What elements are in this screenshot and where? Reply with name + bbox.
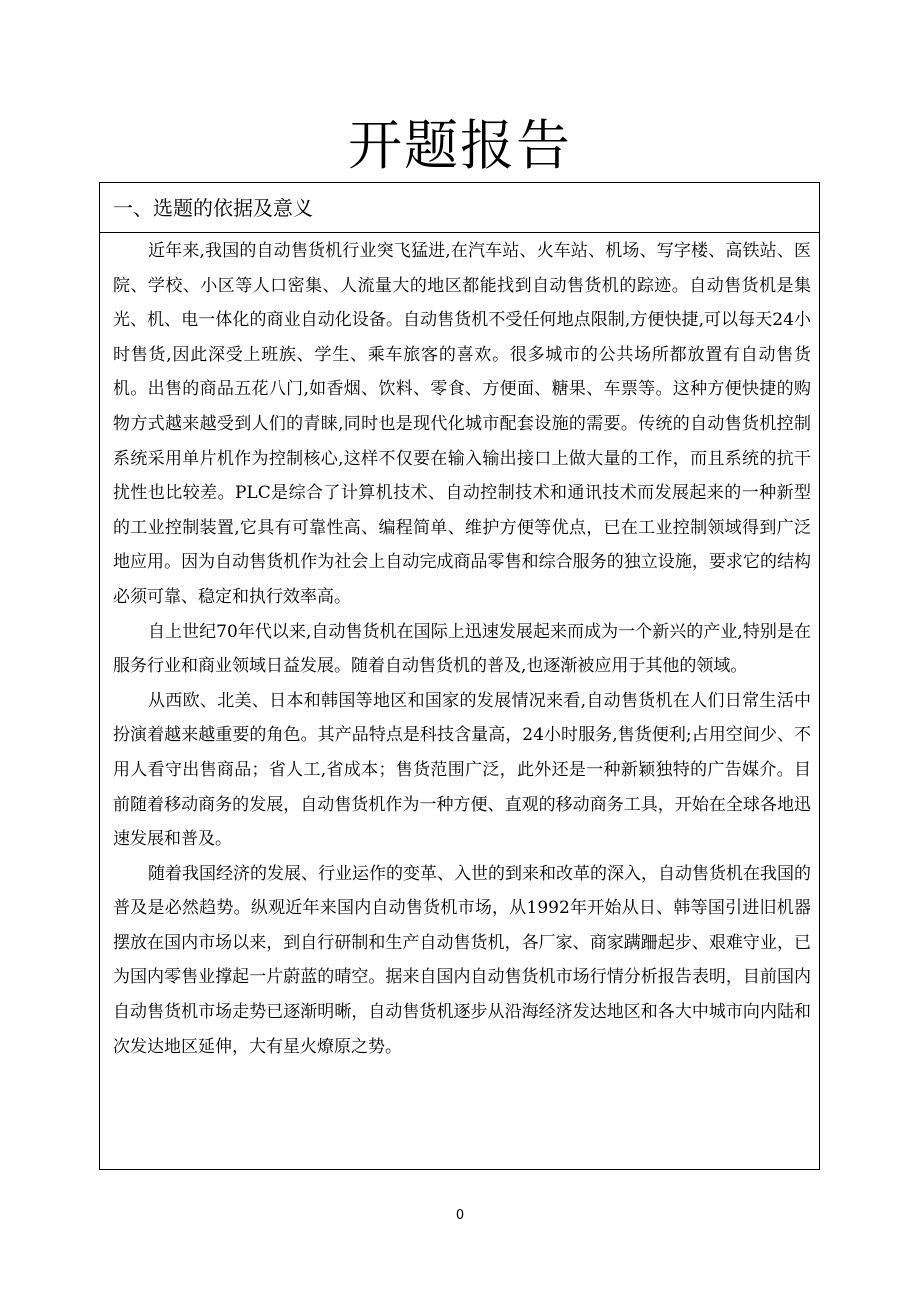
paragraph-3: 从西欧、北美、日本和韩国等地区和国家的发展情况来看,自动售货机在人们日常生活中扮演着越来越重要的角色。其产品特点是科技含量高，24小时服务,售货便利;占用空间少、不用人看守出售商品；省人工,省成本；售货范围广泛，此外还是一种新颖独特的广告媒介。目前随着移动商务的发展，自动售货机作为一种方便、直观的移动商务工具，开始在全球各地迅速发展和普及。 — [113, 690, 811, 850]
paragraph-2: 自上世纪70年代以来,自动售货机在国际上迅速发展起来而成为一个新兴的产业,特别是在服务行业和商业领域日益发展。随着自动售货机的普及,也逐渐被应用于其他的领域。 — [113, 621, 811, 677]
section-body — [100, 234, 819, 1064]
section-heading: 一、选题的依据及意义 — [100, 183, 819, 233]
document-title: 开题报告 — [348, 114, 572, 177]
report-table — [99, 182, 820, 1170]
paragraph-1: 近年来,我国的自动售货机行业突飞猛进,在汽车站、火车站、机场、写字楼、高铁站、医院、学校、小区等人口密集、人流量大的地区都能找到自动售货机的踪迹。自动售货机是集光、机、电一体化的商业自动化设备。自动售货机不受任何地点限制,方便快捷,可以每天24小时售货,因此深受上班族、学生、乘车旅客的喜欢。很多城市的公共场所都放置有自动售货机。出售的商品五花八门,如香烟、饮料、零食、方便面、糖果、车票等。这种方便快捷的购物方式越来越受到人们的青睐,同时也是现代化城市配套设施的需要。传统的自动售货机控制系统采用单片机作为控制核心,这样不仅要在输入输出接口上做大量的工作，而且系统的抗干扰性也比较差。PLC是综合了计算机技术、自动控制技术和通讯技术而发展起来的一种新型的工业控制装置,它具有可靠性高、编程简单、维护方便等优点，已在工业控制领域得到广泛地应用。因为自动售货机作为社会上自动完成商品零售和综合服务的独立设施，要求它的结构必须可靠、稳定和执行效率高。 — [113, 241, 811, 607]
page-number: 0 — [455, 1208, 465, 1223]
paragraph-4: 随着我国经济的发展、行业运作的变革、入世的到来和改革的深入，自动售货机在我国的普及是必然趋势。纵观近年来国内自动售货机市场，从1992年开始从日、韩等国引进旧机器摆放在国内市场以来，到自行研制和生产自动售货机，各厂家、商家蹒跚起步、艰难守业，已为国内零售业撑起一片蔚蓝的晴空。据来自国内自动售货机市场行情分析报告表明，目前国内自动售货机市场走势已逐渐明晰，自动售货机逐步从沿海经济发达地区和各大中城市向内陆和次发达地区延伸，大有星火燎原之势。 — [113, 863, 811, 1057]
